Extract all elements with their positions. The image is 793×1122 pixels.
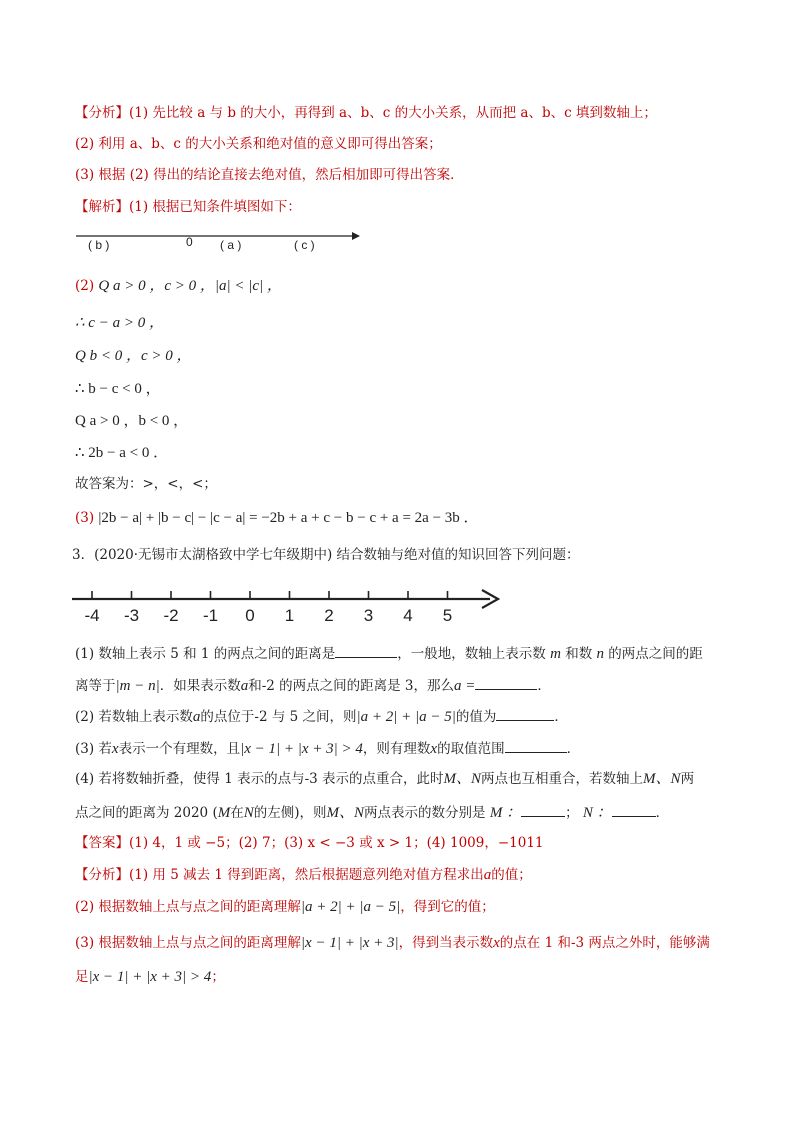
q3-analysis-4: 足|x − 1| + |x + 3| > 4； — [75, 969, 225, 985]
q3-answer: 【答案】(1) 4，1 或 −5；(2) 7；(3) x < −3 或 x > 1；(4) 1009，−1011 — [75, 835, 544, 851]
tick-label: 0 — [245, 606, 255, 625]
number-line-small — [70, 226, 370, 256]
q3-part4-line1: (4) 若将数轴折叠，使得 1 表示的点与-3 表示的点重合，此时M、N两点也互相重合，若数轴上M、N两 — [75, 771, 695, 787]
sol2-line-6: ∴ 2b − a < 0 ． — [75, 445, 169, 461]
q3-part2: (2) 若数轴上表示数a的点位于-2 与 5 之间，则|a + 2| + |a − 5|的值为 ． — [75, 706, 568, 726]
tick-label: 5 — [442, 606, 453, 625]
q3-analysis-2: (2) 根据数轴上点与点之间的距离理解|a + 2| + |a − 5|，得到它的值； — [75, 899, 495, 915]
sol3-line: (3) |2b − a| + |b − c| − |c − a| = −2b + a + c − b − c + a = 2a − 3b ． — [75, 510, 479, 526]
blank-1a[interactable] — [335, 643, 397, 658]
analysis-line-3: (3) 根据 (2) 得出的结论直接去绝对值，然后相加即可得出答案． — [75, 167, 464, 183]
sol2-line-2: ∴ c − a > 0 ， — [75, 315, 164, 331]
tick-label: 4 — [403, 606, 413, 625]
q3-part4-line2: 点之间的距离为 2020 (M在N的左侧)，则M、N两点表示的数分别是 M ： ； N ： ． — [75, 802, 669, 822]
label-c: ( c ) — [294, 238, 315, 252]
analysis-line-2: (2) 利用 a、b、c 的大小关系和绝对值的意义即可得出答案； — [75, 136, 442, 152]
q3-part3: (3) 若x表示一个有理数，且|x − 1| + |x + 3| > 4，则有理数x的取值范围 ． — [75, 738, 580, 758]
number-line-large — [70, 580, 510, 630]
tick-label: 2 — [324, 606, 334, 625]
number-line-small-arrow — [352, 232, 360, 240]
blank-4n[interactable] — [612, 802, 656, 817]
blank-2[interactable] — [496, 706, 554, 721]
q3-analysis-3: (3) 根据数轴上点与点之间的距离理解|x − 1| + |x + 3|，得到当表示数x的点在 1 和-3 两点之外时，能够满 — [75, 935, 710, 951]
tick-label: -1 — [202, 606, 219, 625]
tick-label: 3 — [363, 606, 374, 625]
solution-tag: 【解析】 — [75, 199, 129, 215]
solution-line-1: 【解析】(1) 根据已知条件填图如下： — [75, 199, 301, 215]
sol2-line-5: Q a > 0 ，b < 0 ， — [75, 413, 189, 429]
blank-3[interactable] — [505, 738, 567, 753]
tick-group — [84, 591, 452, 625]
q3-part1-line1: (1) 数轴上表示 5 和 1 的两点之间的距离是 ，一般地，数轴上表示数 m 和数 n 的两点之间的距 — [75, 643, 703, 663]
q3-stem: 3．(2020·无锡市太湖格致中学七年级期中) 结合数轴与绝对值的知识回答下列问题： — [72, 547, 580, 563]
q3-analysis-1: 【分析】(1) 用 5 减去 1 得到距离，然后根据题意列绝对值方程求出a的值； — [75, 867, 532, 883]
sol2-line-3: Q b < 0 ，c > 0 ， — [75, 348, 192, 364]
tick-label: -4 — [84, 606, 100, 625]
analysis-line-1: 【分析】(1) 先比较 a 与 b 的大小，再得到 a、b、c 的大小关系，从而把 a、b、c 填到数轴上； — [75, 105, 657, 121]
sol2-line-1: (2) Q a > 0 ，c > 0 ，|a| < |c| ， — [75, 278, 282, 294]
sol2-answer: 故答案为：>，<，<； — [75, 476, 217, 492]
label-b: ( b ) — [88, 238, 110, 252]
blank-4m[interactable] — [521, 802, 565, 817]
label-zero: 0 — [186, 235, 193, 249]
tick-label: -3 — [123, 606, 140, 625]
q3-part1-line2: 离等于|m − n|．如果表示数a和-2 的两点之间的距离是 3，那么a = ． — [75, 675, 551, 695]
label-a: ( a ) — [220, 238, 242, 252]
sol2-line-4: ∴ b − c < 0 ， — [75, 381, 161, 397]
blank-1b[interactable] — [475, 675, 537, 690]
analysis-tag: 【分析】 — [75, 105, 129, 121]
tick-label: 1 — [284, 606, 295, 625]
tick-label: -2 — [163, 606, 179, 625]
